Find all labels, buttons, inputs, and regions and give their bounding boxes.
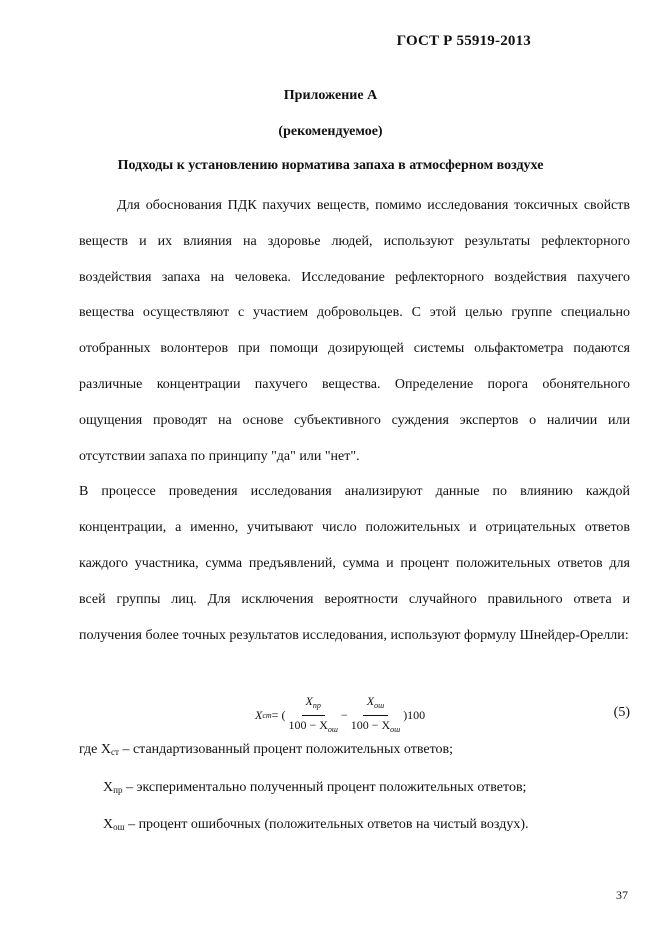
formula-den1-sub: ош: [327, 724, 338, 734]
definition-symbol: X: [103, 817, 114, 832]
definition-x-st: [79, 742, 453, 758]
formula-lhs: X: [255, 707, 263, 722]
definition-sub: ст: [111, 747, 119, 757]
formula-eq-open: = (: [271, 707, 286, 722]
formula-den1: 100 − X: [288, 717, 328, 732]
body-text: [79, 188, 630, 653]
paragraph-2: В процессе проведения исследования анализируют данные по влиянию каждой концентрации, а именно, учитывают число положительных и отрицательных ответов каждого участника, сумма предъявлений, сумма и процент положительных ответов для всей группы лиц. Для исключения вероятности случайного правильного ответа и получения более точных результатов исследования, используют формулу Шнейдер-Орелли:: [79, 484, 630, 643]
formula-den2: 100 − X: [350, 717, 391, 732]
definition-lead: где: [79, 742, 101, 757]
definition-sub: пр: [113, 785, 123, 795]
formula-num1-sub: пр: [312, 700, 321, 710]
definition-symbol: X: [100, 742, 112, 757]
equation-number: (5): [613, 705, 630, 720]
definition-symbol: X: [103, 780, 114, 795]
formula-num1: X: [305, 693, 313, 708]
definition-x-pr: [103, 780, 526, 796]
definition-text: – процент ошибочных (положительных ответов на чистый воздух).: [124, 817, 529, 832]
formula: [255, 692, 425, 738]
page-number: 37: [616, 888, 628, 902]
formula-den2-sub: ош: [390, 724, 401, 734]
formula-fraction-2: [351, 694, 400, 737]
definition-x-osh: [103, 817, 528, 833]
paragraph-1: Для обоснования ПДК пахучих веществ, помимо исследования токсичных свойств веществ и их влияния на здоровье людей, используют результаты рефлекторного воздействия запаха на человека. Исследование рефлекторного воздействия пахучего вещества осуществляют с участием добровольцев. С этой целью группе специально отобранных волонтеров при помощи дозирующей системы ольфактометра подаются различные концентрации пахучего вещества. Определение порога обонятельного ощущения проводят на основе субъективного суждения экспертов о наличии или отсутствии запаха по принципу "да" или "нет".: [79, 198, 630, 464]
formula-fraction-1: [288, 694, 337, 737]
definition-text: – экспериментально полученный процент положительных ответов;: [122, 780, 527, 795]
appendix-heading: Подходы к установлению норматива запаха в атмосферном воздухе: [117, 158, 544, 173]
formula-lhs-sub: ст: [262, 710, 272, 720]
formula-minus: −: [340, 707, 348, 722]
definition-sub: ош: [113, 822, 125, 832]
formula-num2: X: [366, 693, 375, 708]
appendix-title: Приложение А: [283, 88, 378, 103]
appendix-subtitle: (рекомендуемое): [278, 124, 383, 139]
standard-header: ГОСТ Р 55919-2013: [396, 33, 531, 49]
definition-text: – стандартизованный процент положительных ответов;: [118, 742, 454, 757]
formula-num2-sub: ош: [374, 700, 385, 710]
formula-tail: )100: [403, 707, 426, 722]
